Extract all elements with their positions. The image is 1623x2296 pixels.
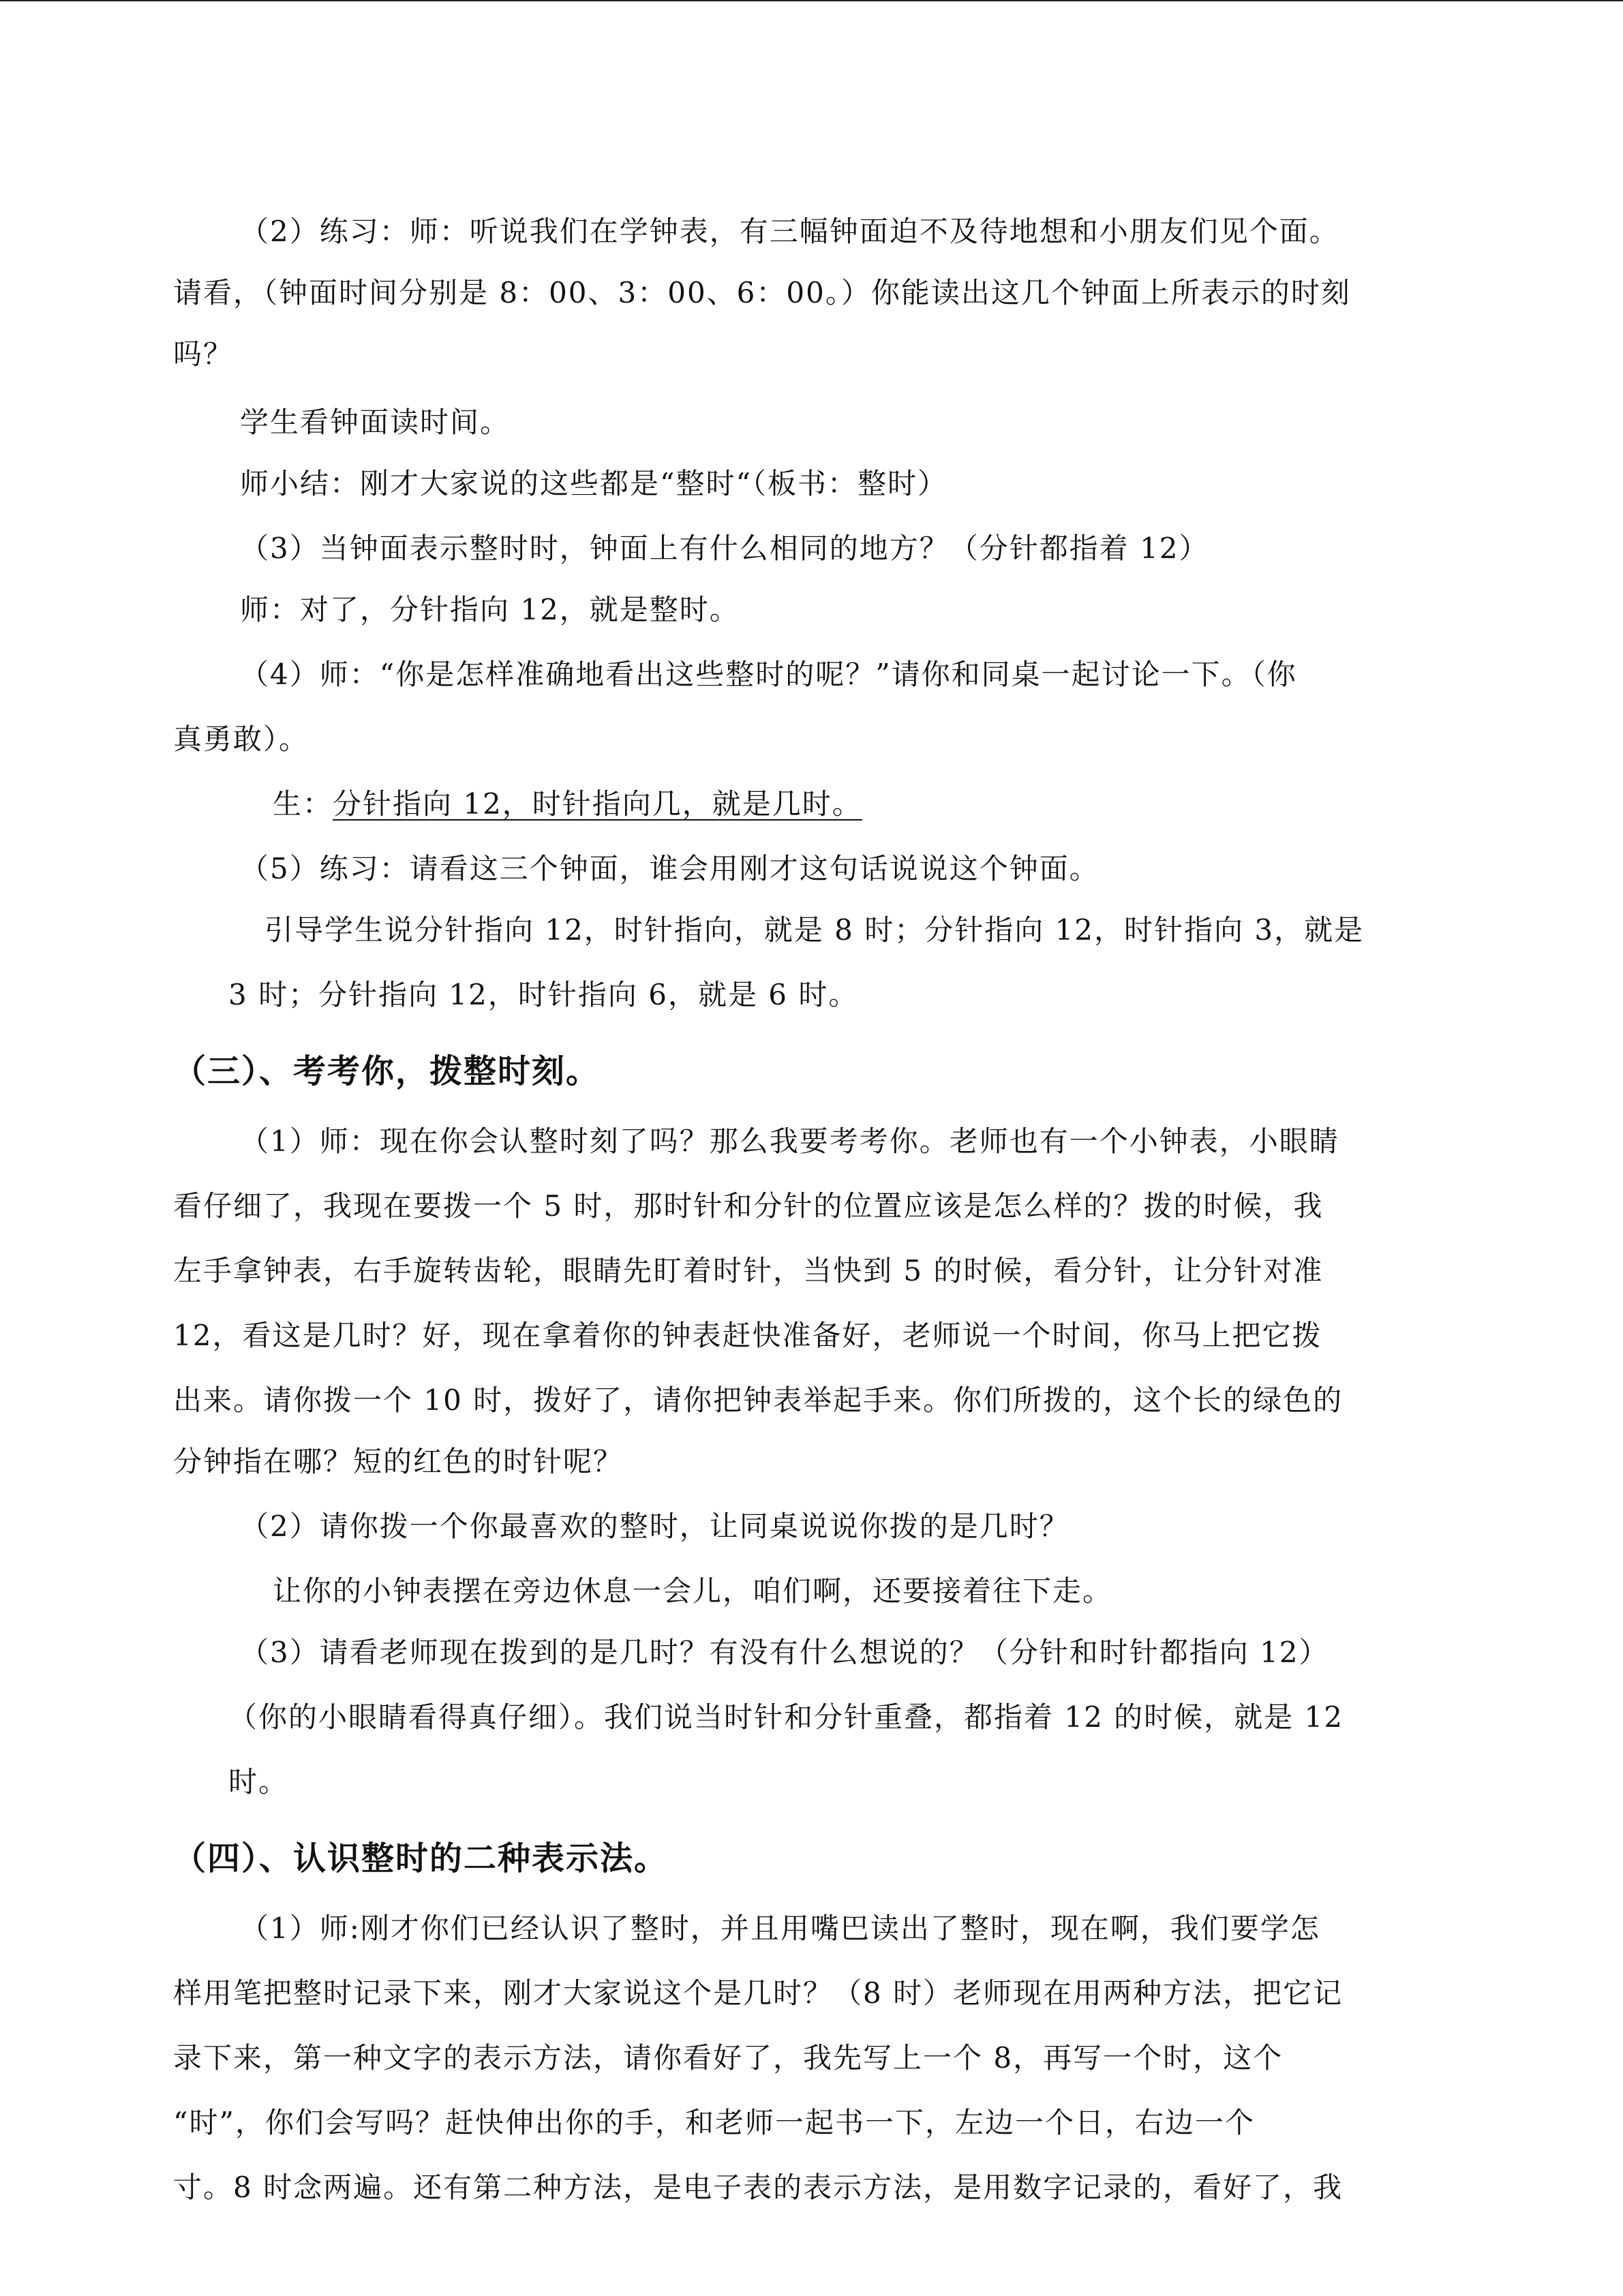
underlined-answer: 分针指向 12，时针指向几，就是几时。 xyxy=(333,787,862,821)
student-label: 生： xyxy=(273,787,333,821)
paragraph-line: 请看，（钟面时间分别是 8：00、3：00、6：00。）你能读出这几个钟面上所表示的时刻 xyxy=(173,276,1351,309)
paragraph-line: 师小结：刚才大家说的这些都是“整时“（板书：整时） xyxy=(240,467,947,500)
paragraph-line: （2）练习：师：听说我们在学钟表，有三幅钟面迫不及待地想和小朋友们见个面。 xyxy=(240,215,1339,248)
paragraph-line: “时”，你们会写吗？赶快伸出你的手，和老师一起书一下，左边一个日，右边一个 xyxy=(173,2106,1255,2139)
paragraph-line: 学生看钟面读时间。 xyxy=(240,405,511,439)
paragraph-line: （5）练习：请看这三个钟面，谁会用刚才这句话说说这个钟面。 xyxy=(240,852,1099,885)
paragraph-line: 真勇敢）。 xyxy=(173,722,309,756)
paragraph-line: 让你的小钟表摆在旁边休息一会儿，咱们啊，还要接着往下走。 xyxy=(273,1574,1113,1608)
paragraph-line: 左手拿钟表，右手旋转齿轮，眼睛先盯着时针，当快到 5 的时候，看分针，让分针对准 xyxy=(173,1254,1324,1287)
paragraph-line: 师：对了，分针指向 12，就是整时。 xyxy=(240,593,740,626)
paragraph-line: （1）师：现在你会认整时刻了吗？那么我要考考你。老师也有一个小钟表，小眼睛 xyxy=(240,1124,1339,1158)
paragraph-line: 寸。8 时念两遍。还有第二种方法，是电子表的表示方法，是用数字记录的，看好了，我 xyxy=(173,2171,1344,2204)
paragraph-line: 吗？ xyxy=(173,337,234,371)
section-heading: （四）、认识整时的二种表示法。 xyxy=(173,1839,669,1878)
paragraph-line: 12，看这是几时？好，现在拿着你的钟表赶快准备好，老师说一个时间，你马上把它拨 xyxy=(173,1319,1322,1352)
section-heading: （三）、考考你，拨整时刻。 xyxy=(173,1052,601,1090)
paragraph-line: （3）请看老师现在拨到的是几时？有没有什么想说的？（分针和时针都指向 12） xyxy=(240,1636,1329,1669)
paragraph-line: （1）师:刚才你们已经认识了整时，并且用嘴巴读出了整时，现在啊，我们要学怎 xyxy=(240,1912,1320,1945)
paragraph-line: 3 时；分针指向 12，时针指向 6，就是 6 时。 xyxy=(228,978,859,1011)
paragraph-line: 分钟指在哪？短的红色的时针呢？ xyxy=(173,1445,624,1478)
paragraph-line: （4）师：“你是怎样准确地看出这些整时的呢？”请你和同桌一起讨论一下。（你 xyxy=(240,658,1297,691)
paragraph-line: 时。 xyxy=(228,1765,289,1798)
paragraph-line: 看仔细了，我现在要拨一个 5 时，那时针和分针的位置应该是怎么样的？拨的时候，我 xyxy=(173,1189,1324,1223)
paragraph-line: （3）当钟面表示整时时，钟面上有什么相同的地方？（分针都指着 12） xyxy=(240,532,1209,565)
paragraph-line: （2）请你拨一个你最喜欢的整时，让同桌说说你拨的是几时？ xyxy=(240,1510,1070,1543)
paragraph-line: 录下来，第一种文字的表示方法，请你看好了，我先写上一个 8，再写一个时，这个 xyxy=(173,2041,1284,2075)
paragraph-line: 样用笔把整时记录下来，刚才大家说这个是几时？（8 时）老师现在用两种方法，把它记 xyxy=(173,1976,1344,2010)
paragraph-line: （你的小眼睛看得真仔细）。我们说当时针和分针重叠，都指着 12 的时候，就是 12 xyxy=(228,1700,1344,1734)
paragraph-line xyxy=(273,785,862,823)
paragraph-line: 引导学生说分针指向 12，时针指向，就是 8 时；分针指向 12，时针指向 3，就是 xyxy=(264,913,1365,947)
paragraph-line: 出来。请你拨一个 10 时，拨好了，请你把钟表举起手来。你们所拨的，这个长的绿色的 xyxy=(173,1383,1344,1417)
